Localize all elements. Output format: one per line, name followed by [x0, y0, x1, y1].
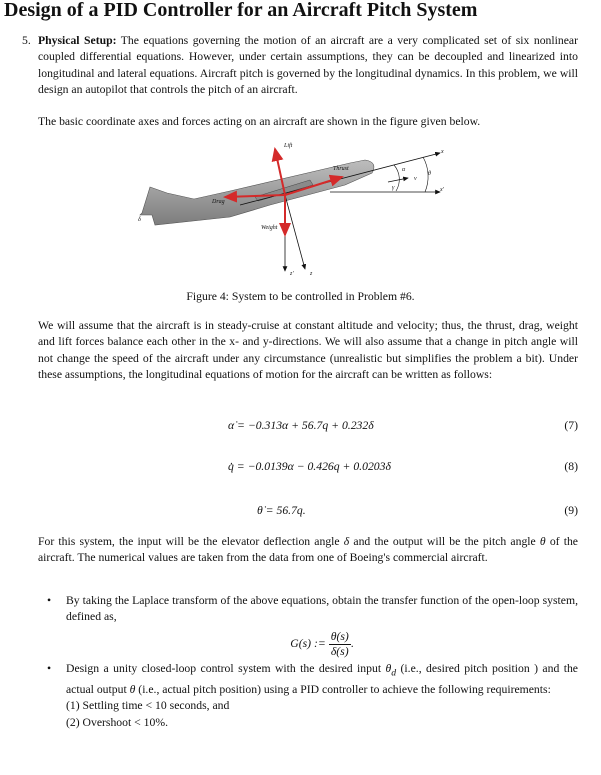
- formula-numerator: θ(s): [330, 629, 349, 643]
- equation-number: (7): [564, 419, 578, 432]
- theta-symbol: θ: [539, 535, 546, 548]
- bullet-design: [38, 661, 578, 731]
- velocity-vector: [388, 178, 408, 182]
- transfer-function-formula: [66, 630, 578, 659]
- problem-heading: Physical Setup:: [38, 34, 117, 47]
- label-theta: θ: [428, 171, 431, 177]
- label-xprime: x': [440, 187, 444, 193]
- equation-expr: θ̇ = 56.7q.: [257, 504, 306, 517]
- text: and the output will be the pitch angle: [349, 535, 540, 548]
- problem-text: The equations governing the motion of an aircraft are a very complicated set of six nonlinear coupled differential equations. However, under certain assumptions, they can be decoupled and linearized into longitudinal and lateral equations. Aircraft pitch is governed by the longitudinal dynamics. In this problem, we will design an autopilot that controls the pitch of an aircraft.: [38, 34, 578, 97]
- requirement-settling-time: (1) Settling time < 10 seconds, and: [66, 699, 230, 713]
- equation-expr: α̇ = −0.313α + 56.7q + 0.232δ: [228, 419, 374, 432]
- label-zprime: z': [290, 271, 294, 277]
- problem-5: [22, 33, 578, 99]
- equation-number: (9): [564, 504, 578, 517]
- label-z: z: [310, 271, 313, 277]
- bullet-transfer-function: [38, 593, 578, 661]
- text: Design a unity closed-loop control system with the desired input: [66, 662, 386, 675]
- text: (i.e., actual pitch position) using a PID controller to achieve the following requirements:: [135, 682, 551, 696]
- input-output-paragraph: [38, 534, 578, 567]
- label-delta: δ: [138, 217, 141, 223]
- formula-lhs: G(s) :=: [290, 637, 326, 650]
- bullet-text: [66, 661, 578, 698]
- label-x: x: [441, 149, 444, 155]
- problem-number: 5.: [22, 34, 31, 47]
- text: of the aircraft. The numerical values are taken from the data from one of Boeing's commercial aircraft.: [38, 535, 578, 565]
- aircraft-figure: [130, 135, 450, 280]
- delta-symbol: δ: [343, 535, 350, 548]
- text: For this system, the input will be the elevator deflection angle: [38, 535, 344, 548]
- equation-number: (8): [564, 460, 578, 473]
- figure-intro: The basic coordinate axes and forces acting on an aircraft are shown in the figure given below.: [38, 115, 481, 128]
- x-axis-line: [240, 153, 440, 205]
- equation-expr: q̇ = −0.0139α − 0.426q + 0.0203δ: [228, 460, 391, 473]
- figure-caption: Figure 4: System to be controlled in Problem #6.: [186, 290, 415, 303]
- bullet-text: By taking the Laplace transform of the above equations, obtain the transfer function of the open-loop system, defined as,: [66, 594, 578, 624]
- theta-symbol: θ: [385, 662, 392, 675]
- label-lift: Lift: [284, 143, 293, 149]
- bullet-icon: •: [47, 594, 52, 607]
- label-v: v: [414, 176, 417, 182]
- assumption-paragraph: We will assume that the aircraft is in steady-cruise at constant altitude and velocity; thus, the thrust, drag, weight and lift forces balance each other in the x- and y-directions. We will also assume that a change in pitch angle will not change the speed of the aircraft under any circumstance (unrealistic but simplifies the problem a bit). Under these assumptions, the longitudinal equations of motion for the aircraft can be written as follows:: [38, 319, 578, 382]
- z-axis-line: [285, 195, 305, 269]
- formula-denominator: δ(s): [330, 644, 349, 658]
- label-weight: Weight: [261, 225, 278, 231]
- formula-period: .: [350, 637, 354, 650]
- label-alpha: α: [402, 167, 406, 173]
- label-gamma: γ: [392, 185, 395, 191]
- bullet-icon: •: [47, 662, 52, 675]
- theta-symbol: θ: [129, 682, 136, 696]
- subscript: d: [391, 667, 397, 679]
- page-title: Design of a PID Controller for an Aircraft Pitch System: [4, 0, 478, 21]
- label-drag: Drag: [212, 199, 225, 205]
- requirement-overshoot: (2) Overshoot < 10%.: [66, 715, 169, 729]
- text: (i.e., desired pitch position ) and the actual output: [66, 662, 578, 696]
- label-thrust: Thrust: [333, 166, 349, 172]
